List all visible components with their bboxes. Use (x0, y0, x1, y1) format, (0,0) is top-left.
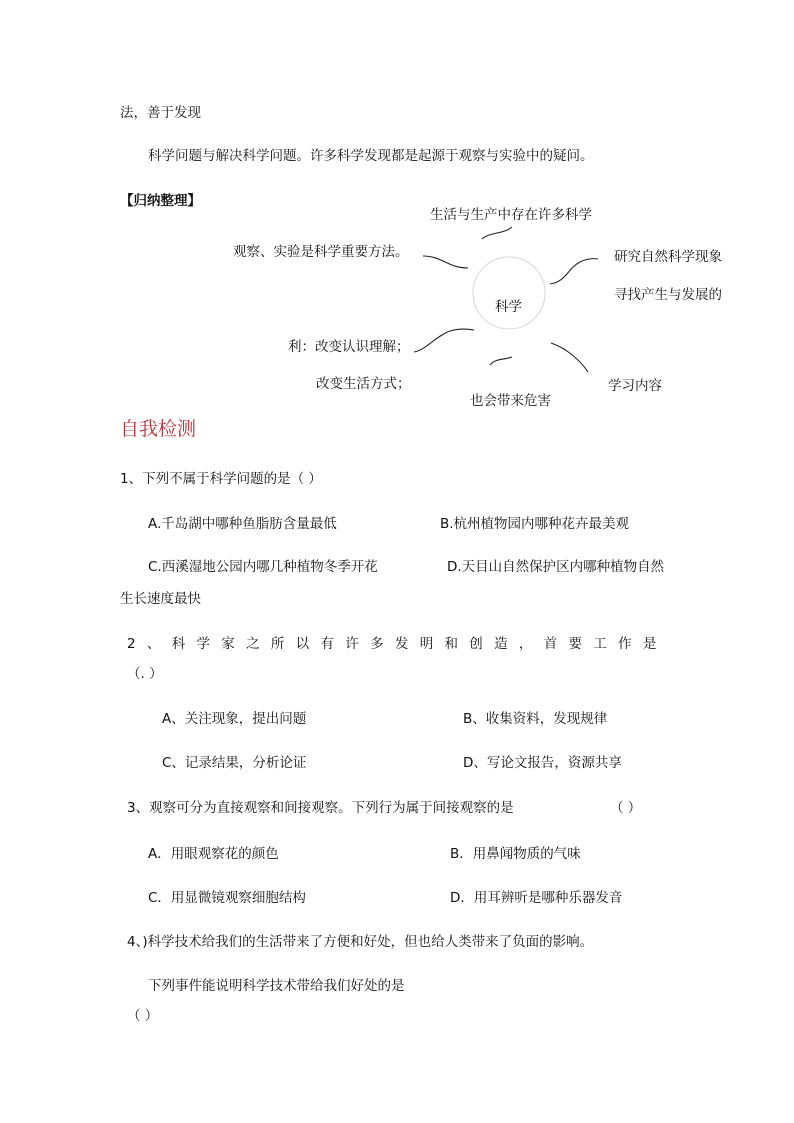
q1-stem: 1、下列不属于科学问题的是（ ） (120, 471, 322, 487)
section-title: 自我检测 (120, 418, 197, 440)
q1-option-d-continued: 生长速度最快 (120, 591, 201, 607)
q1-option-b: B.杭州植物园内哪种花卉最美观 (440, 516, 630, 532)
q3-stem: 3、观察可分为直接观察和间接观察。下列行为属于间接观察的是 (127, 800, 514, 816)
summary-heading: 【归纳整理】 (120, 193, 201, 209)
mindmap-node-top: 生活与生产中存在许多科学 (430, 207, 592, 223)
mindmap-node-lower-right: 学习内容 (608, 378, 662, 394)
connector-left (423, 256, 468, 268)
mindmap-node-right-1: 研究自然科学现象 (614, 249, 722, 265)
intro-line-2: 科学问题与解决科学问题。许多科学发现都是起源于观察与实验中的疑问。 (148, 148, 594, 164)
connector-lower-right (551, 343, 588, 372)
q1-option-a: A.千岛湖中哪种鱼脂肪含量最低 (148, 516, 337, 532)
q2-option-d: D、写论文报告，资源共享 (463, 755, 622, 771)
mindmap-center: 科学 (495, 299, 522, 315)
q2-option-a: A、关注现象，提出问题 (162, 711, 307, 727)
q3-option-d: D．用耳辨听是哪种乐器发音 (450, 890, 623, 906)
q3-option-c: C．用显微镜观察细胞结构 (148, 890, 306, 906)
connector-top (482, 227, 512, 239)
mindmap-node-left: 观察、实验是科学重要方法。 (233, 244, 409, 260)
q3-option-a: A．用眼观察花的颜色 (148, 846, 279, 862)
q1-option-c: C.西溪湿地公园内哪几种植物冬季开花 (148, 559, 378, 575)
connector-right (550, 259, 598, 284)
q2-stem: 2、科学家之所以有许多发明和创造，首要工作是 (127, 636, 668, 652)
q2-option-c: C、记录结果，分析论证 (162, 755, 307, 771)
connector-bottom (490, 357, 512, 365)
q3-answer-paren: （ ） (610, 800, 642, 816)
q3-option-b: B．用鼻闻物质的气味 (450, 846, 581, 862)
mindmap-node-bottom: 也会带来危害 (470, 393, 551, 409)
q4-stem-line-2: 下列事件能说明科学技术带给我们好处的是 (148, 978, 405, 994)
connector-lower-left (414, 329, 474, 352)
q2-answer-paren: （. ） (127, 666, 163, 682)
mindmap-node-lower-left-1: 利：改变认识理解； (288, 339, 410, 355)
q4-answer-paren: （ ） (127, 1008, 159, 1024)
q4-stem: 4、)科学技术给我们的生活带来了方便和好处，但也给人类带来了负面的影响。 (127, 934, 594, 950)
q2-option-b: B、收集资料，发现规律 (463, 711, 608, 727)
mindmap-node-right-2: 寻找产生与发展的 (614, 287, 722, 303)
center-circle (473, 257, 545, 329)
mindmap-node-lower-left-2: 改变生活方式； (316, 376, 411, 392)
intro-line-1: 法，善于发现 (120, 105, 201, 121)
q1-option-d: D.天目山自然保护区内哪种植物自然 (447, 559, 665, 575)
